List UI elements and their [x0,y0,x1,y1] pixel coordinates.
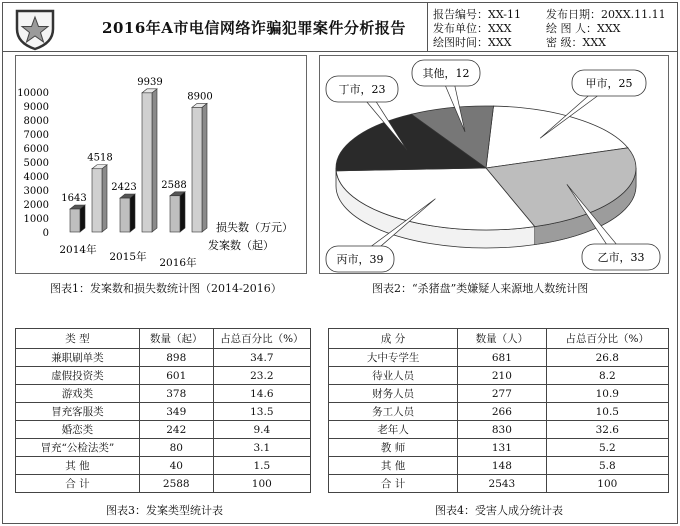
bar-chart-panel [15,55,307,274]
legend-loss-label: 损失数（万元） [216,221,293,234]
table-cell: 242 [139,421,213,439]
meta-drawing-time: 绘图时间：XXX [433,36,512,49]
bar-chart [16,56,306,273]
loss-data-label: 8900 [187,91,213,103]
x-category-label: 2015年 [109,251,147,263]
case-count-bar [120,198,130,232]
table-row [16,475,311,493]
loss-bar-side [152,89,157,232]
table-row [16,349,311,367]
table-cell: 830 [458,421,546,439]
table-cell: 349 [139,403,213,421]
case-count-bar-side [130,194,135,232]
case-type-table [15,328,311,493]
pie-slice-label: 丙市，39 [336,253,384,266]
victim-table-caption: 图表4：受害人成分统计表 [435,504,563,517]
y-tick-label: 10000 [17,88,49,99]
pie-chart-panel [319,55,669,274]
case-count-bar [170,196,180,232]
table-cell: 210 [458,367,546,385]
table-header-cell: 占总百分比（%） [546,329,668,349]
victim-table [328,328,669,493]
y-tick-label: 9000 [23,102,49,113]
table-cell: 2543 [458,475,546,493]
bar-chart-caption: 图表1：发案数和损失数统计图（2014-2016） [50,282,282,295]
table-cell: 277 [458,385,546,403]
table-row [16,367,311,385]
table-cell: 婚恋类 [16,421,140,439]
meta-security-level: 密 级：XXX [546,36,606,49]
pie-chart [320,56,668,273]
table-row [16,403,311,421]
loss-bar [192,107,202,232]
report-page [2,2,678,524]
y-tick-label: 8000 [23,116,49,127]
table-cell: 100 [546,475,668,493]
y-tick-label: 0 [42,228,49,239]
table-cell: 1.5 [213,457,310,475]
table-cell: 898 [139,349,213,367]
table-row [16,457,311,475]
table-cell: 34.7 [213,349,310,367]
case-count-data-label: 1643 [61,192,87,204]
table-cell: 40 [139,457,213,475]
table-cell: 23.2 [213,367,310,385]
table-cell: 财务人员 [329,385,458,403]
y-tick-label: 7000 [23,130,49,141]
table-cell: 26.8 [546,349,668,367]
table-cell: 148 [458,457,546,475]
table-cell: 其 他 [16,457,140,475]
shield-star-icon [11,7,59,51]
table-cell: 9.4 [213,421,310,439]
table-row [329,385,669,403]
table-cell: 冒充客服类 [16,403,140,421]
table-row [329,349,669,367]
case-count-bar-side [80,205,85,232]
table-row [329,475,669,493]
table-cell: 其 他 [329,457,458,475]
table-header-cell: 类 型 [16,329,140,349]
pie-slice-label: 丁市，23 [338,83,386,96]
table-header-row [329,329,669,349]
table-cell: 601 [139,367,213,385]
table-cell: 10.5 [546,403,668,421]
loss-data-label: 9939 [137,76,163,88]
pie-slice-label: 其他，12 [422,67,470,80]
loss-data-label: 4518 [87,152,113,164]
report-header [3,3,677,52]
x-category-label: 2014年 [59,244,97,256]
table-cell: 合 计 [329,475,458,493]
y-tick-label: 4000 [23,172,49,183]
table-cell: 大中专学生 [329,349,458,367]
table-cell: 冒充“公检法类” [16,439,140,457]
case-count-data-label: 2423 [111,182,137,194]
table-row [16,421,311,439]
table-cell: 681 [458,349,546,367]
victim-table-wrap [328,328,669,493]
pie-slice-label: 甲市，25 [585,77,633,90]
meta-drawer: 绘 图 人：XXX [546,22,621,35]
table-row [329,367,669,385]
table-cell: 5.2 [546,439,668,457]
table-cell: 5.8 [546,457,668,475]
table-cell: 8.2 [546,367,668,385]
pie-slice-label: 乙市，33 [597,251,645,264]
meta-publish-date: 发布日期：20XX.11.11 [546,8,666,21]
table-header-row [16,329,311,349]
header-divider [427,3,428,51]
y-tick-label: 5000 [23,158,49,169]
table-cell: 合 计 [16,475,140,493]
table-cell: 32.6 [546,421,668,439]
table-cell: 13.5 [213,403,310,421]
table-cell: 14.6 [213,385,310,403]
table-row [329,439,669,457]
y-tick-label: 1000 [23,214,49,225]
table-cell: 兼职刷单类 [16,349,140,367]
meta-report-number: 报告编号：XX-11 [433,8,521,21]
table-cell: 378 [139,385,213,403]
case-count-bar [70,209,80,232]
loss-bar-side [102,165,107,232]
loss-bar [142,93,152,232]
table-cell: 80 [139,439,213,457]
case-type-table-caption: 图表3：发案类型统计表 [106,504,223,517]
table-cell: 虚假投资类 [16,367,140,385]
table-cell: 131 [458,439,546,457]
table-cell: 10.9 [546,385,668,403]
table-header-cell: 数量（起） [139,329,213,349]
table-cell: 100 [213,475,310,493]
case-count-bar-side [180,192,185,232]
case-count-data-label: 2588 [161,179,187,191]
table-cell: 游戏类 [16,385,140,403]
loss-bar-side [202,103,207,232]
table-row [16,439,311,457]
meta-publisher: 发布单位：XXX [433,22,512,35]
x-category-label: 2016年 [159,257,197,269]
table-cell: 3.1 [213,439,310,457]
table-header-cell: 占总百分比（%） [213,329,310,349]
table-cell: 教 师 [329,439,458,457]
pie-chart-caption: 图表2：“杀猪盘”类嫌疑人来源地人数统计图 [372,282,589,295]
table-cell: 待业人员 [329,367,458,385]
loss-bar [92,169,102,232]
table-cell: 老年人 [329,421,458,439]
table-cell: 务工人员 [329,403,458,421]
table-row [329,457,669,475]
y-tick-label: 2000 [23,200,49,211]
y-tick-label: 3000 [23,186,49,197]
table-row [329,421,669,439]
table-header-cell: 数量（人） [458,329,546,349]
case-type-table-wrap [15,328,311,493]
table-cell: 266 [458,403,546,421]
table-row [16,385,311,403]
report-title: 2016年A市电信网络诈骗犯罪案件分析报告 [102,19,406,37]
y-tick-label: 6000 [23,144,49,155]
legend-case-label: 发案数（起） [208,239,274,252]
table-row [329,403,669,421]
table-header-cell: 成 分 [329,329,458,349]
table-cell: 2588 [139,475,213,493]
